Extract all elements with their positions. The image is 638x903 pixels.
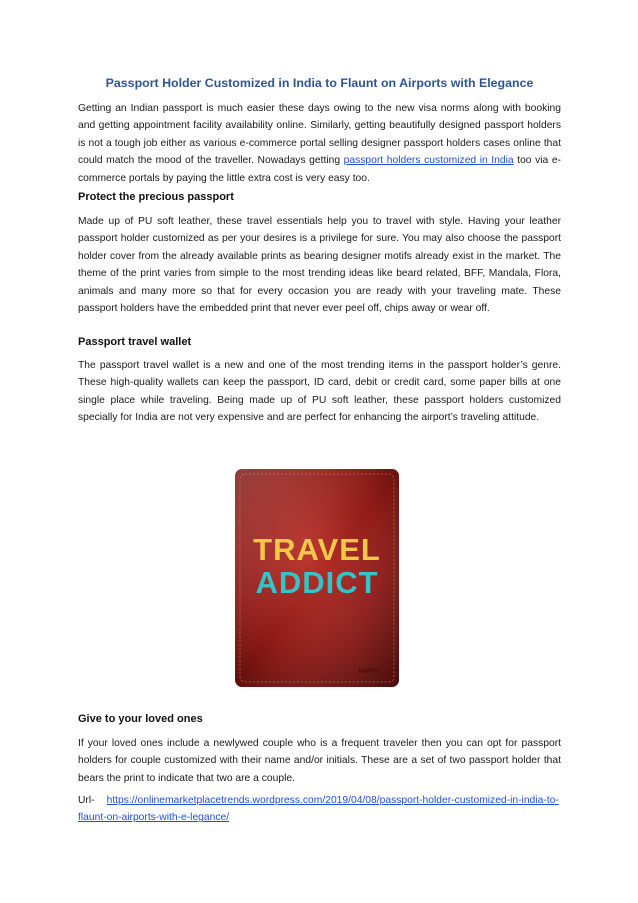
intro-text-before: Getting an Indian passport is much easier these days owing to the new visa norms along with booking and getting appointment facility availability online. Similarly, getting beautifully designed passport holders is not a tough job either as various e-commerce portal selling designer passport holders cases online that could match the mood of the traveller. Nowadays getting — [78, 103, 561, 167]
heading-travel-wallet: Passport travel wallet — [78, 336, 192, 348]
intro-paragraph — [78, 100, 561, 187]
protect-paragraph: Made up of PU soft leather, these travel essentials help you to travel with style. Having your leather passport holder customized as per your desires is a privilege for sure. You may also choose the passport holder cover from the already available prints as bearing designer motifs already exist in the market. The theme of the print varies from simple to the most trending ideas like beard related, BFF, Mandala, Flora, animals and many more so that for every occasion you are ready with your traveling mate. These passport holders have the embedded print that never ever peel off, chips away or wear off. — [78, 216, 561, 315]
addict-text: ADDICT — [255, 565, 379, 600]
passport-holder-image — [233, 467, 401, 689]
brand-text: HAPPY — [358, 669, 380, 675]
source-url-link[interactable]: https://onlinemarketplacetrends.wordpress.com/2019/04/08/passport-holder-customized-in-india-to-flaunt-on-airports-with-e-legance/ — [78, 795, 559, 824]
url-paragraph — [78, 792, 561, 827]
travel-wallet-paragraph: The passport travel wallet is a new and one of the most trending items in the passport holder’s genre. These high-quality wallets can keep the passport, ID card, debit or credit card, some paper bills at one single place while traveling. Being made up of PU soft leather, these passport holders customized specially for India are not very expensive and are perfect for enhancing the airport’s traveling attitude. — [78, 360, 561, 424]
url-label: Url- — [78, 795, 95, 806]
passport-holders-link[interactable]: passport holders customized in India — [343, 155, 514, 167]
heading-loved-ones: Give to your loved ones — [78, 713, 203, 725]
intro-text-after: too via e-commerce portals by paying the little extra cost is very easy too. — [78, 155, 561, 184]
loved-ones-paragraph: If your loved ones include a newlywed couple who is a frequent traveler then you can opt for passport holders for couple customized with their name and/or initials. These are a set of two passport holder that bears the print to indicate that two are a couple. — [78, 738, 561, 784]
page-title: Passport Holder Customized in India to Flaunt on Airports with Elegance — [105, 76, 534, 90]
heading-protect-passport: Protect the precious passport — [78, 191, 234, 203]
travel-text: TRAVEL — [253, 532, 381, 567]
